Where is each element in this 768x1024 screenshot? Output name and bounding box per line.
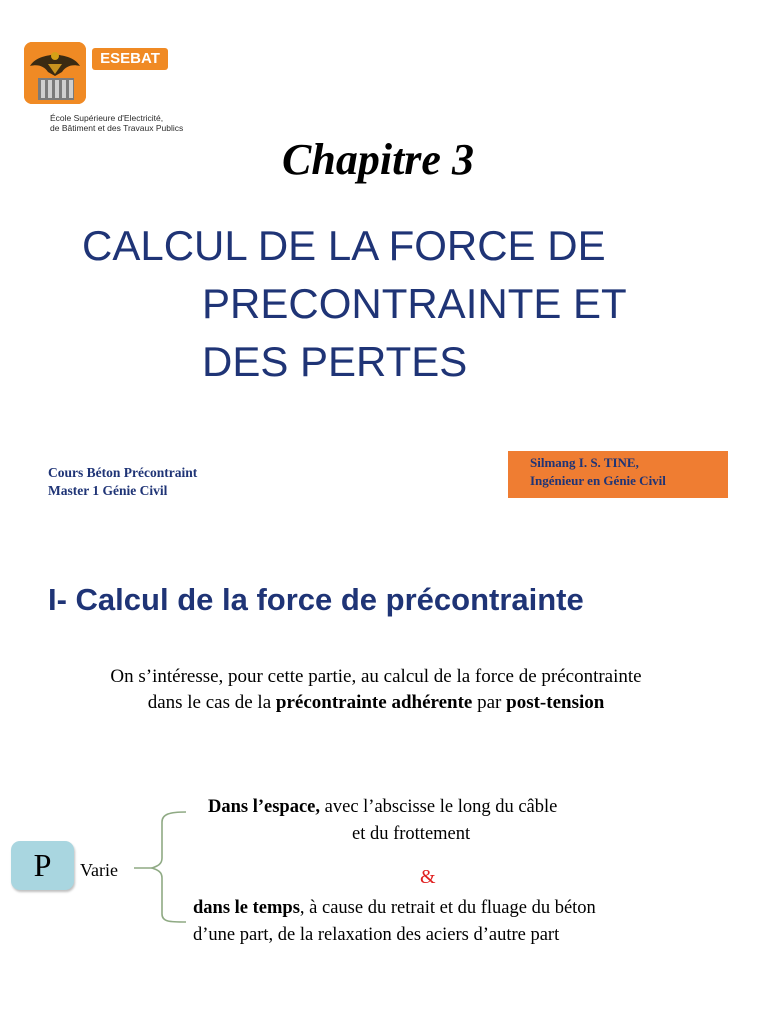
author-title: Ingénieur en Génie Civil (530, 473, 666, 488)
space-bold: Dans l’espace, (208, 797, 321, 817)
school-logo (24, 42, 184, 134)
course-level: Master 1 Génie Civil (48, 483, 168, 498)
eagle-emblem-icon (24, 42, 86, 104)
main-title-line3: DES PERTES (202, 338, 468, 385)
author-box (508, 451, 728, 498)
course-name: Cours Béton Précontraint (48, 465, 198, 480)
intro-bold-adherent: précontrainte adhérente (275, 692, 473, 713)
main-title-line2: PRECONTRAINTE ET (202, 280, 627, 327)
intro-line1: On s’intéresse, pour cette partie, au calcul de la force de précontrainte (110, 666, 642, 687)
intro-text-a: dans le cas de la (147, 692, 276, 713)
varie-label: Varie (80, 860, 118, 880)
intro-text-c: par (472, 692, 507, 713)
time-variation-line1 (193, 898, 596, 919)
chapter-title: Chapitre 3 (282, 135, 474, 184)
time-bold: dans le temps (193, 898, 300, 918)
time-rest: , à cause du retrait et du fluage du béton (299, 898, 596, 918)
space-variation-line2: et du frottement (352, 824, 471, 844)
space-rest: avec l’abscisse le long du câble (320, 797, 558, 817)
curly-brace-icon (134, 808, 194, 926)
intro-bold-post-tension: post-tension (506, 692, 605, 713)
author-name: Silmang I. S. TINE, (530, 455, 639, 470)
space-variation-line1 (208, 797, 557, 818)
ampersand-symbol: & (420, 866, 436, 888)
logo-brand-text: ESEBAT (92, 48, 168, 70)
logo-subtitle-line2: de Bâtiment et des Travaux Publics (50, 123, 184, 133)
logo-subtitle-line1: École Supérieure d'Electricité, (50, 113, 164, 123)
intro-line2 (0, 692, 752, 714)
time-variation-line2: d’une part, de la relaxation des aciers d’autre part (193, 925, 560, 945)
main-title-line1: CALCUL DE LA FORCE DE (82, 222, 606, 269)
force-p-box: P (11, 841, 74, 890)
section-heading: I- Calcul de la force de précontrainte (48, 582, 584, 617)
